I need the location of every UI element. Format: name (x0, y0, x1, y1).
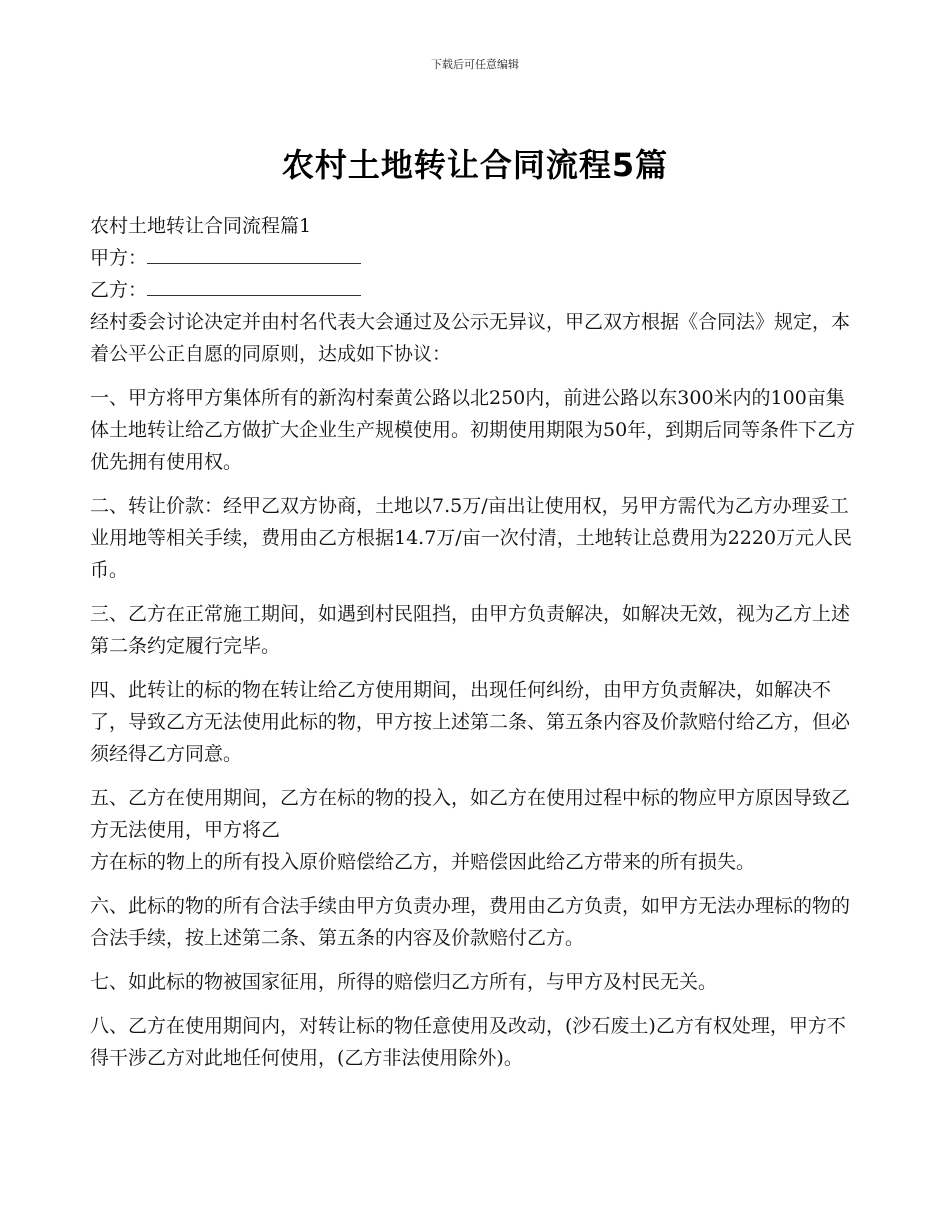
clause-5-continued: 方在标的物上的所有投入原价赔偿给乙方，并赔偿因此给乙方带来的所有损失。 (90, 851, 756, 873)
clause-4: 四、此转让的标的物在转让给乙方使用期间，出现任何纠纷，由甲方负责解决，如解决不了，导致乙方无法使用此标的物，甲方按上述第二条、第五条内容及价款赔付给乙方，但必须经得乙方同意。 (90, 679, 851, 765)
party-b-line (90, 274, 862, 306)
clause-2: 二、转让价款：经甲乙双方协商，土地以7.5万/亩出让使用权，另甲方需代为乙方办理妥工业用地等相关手续，费用由乙方根据14.7万/亩一次付清，土地转让总费用为2220万元人民币。 (90, 495, 853, 581)
party-a-label: 甲方： (90, 247, 148, 269)
clause-8: 八、乙方在使用期间内，对转让标的物任意使用及改动，(沙石废土)乙方有权处理，甲方不得干涉乙方对此地任何使用，(乙方非法使用除外)。 (90, 1015, 846, 1069)
clause-3: 三、乙方在正常施工期间，如遇到村民阻挡，由甲方负责解决，如解决无效，视为乙方上述第二条约定履行完毕。 (90, 603, 851, 657)
party-b-blank (147, 275, 361, 296)
clause-6: 六、此标的物的所有合法手续由甲方负责办理，费用由乙方负责，如甲方无法办理标的物的合法手续，按上述第二条、第五条的内容及价款赔付乙方。 (90, 895, 851, 949)
document-title: 农村土地转让合同流程5篇 (281, 146, 669, 184)
clause-7: 七、如此标的物被国家征用，所得的赔偿归乙方所有，与甲方及村民无关。 (90, 971, 718, 993)
intro-paragraph: 经村委会讨论决定并由村名代表大会通过及公示无异议，甲乙双方根据《合同法》规定，本着公平公正自愿的同原则，达成如下协议： (90, 311, 851, 365)
document-body (90, 210, 862, 1086)
section-heading: 农村土地转让合同流程篇1 (90, 215, 312, 237)
clause-5: 五、乙方在使用期间，乙方在标的物的投入，如乙方在使用过程中标的物应甲方原因导致乙方无法使用，甲方将乙 (90, 787, 851, 841)
party-a-line (90, 242, 862, 274)
party-b-label: 乙方： (90, 279, 148, 301)
clause-1: 一、甲方将甲方集体所有的新沟村秦黄公路以北250内，前进公路以东300米内的100亩集体土地转让给乙方做扩大企业生产规模使用。初期使用期限为50年，到期后同等条件下乙方优先拥有使用权。 (90, 387, 856, 473)
download-note: 下载后可任意编辑 (431, 58, 519, 71)
party-a-blank (147, 243, 361, 264)
